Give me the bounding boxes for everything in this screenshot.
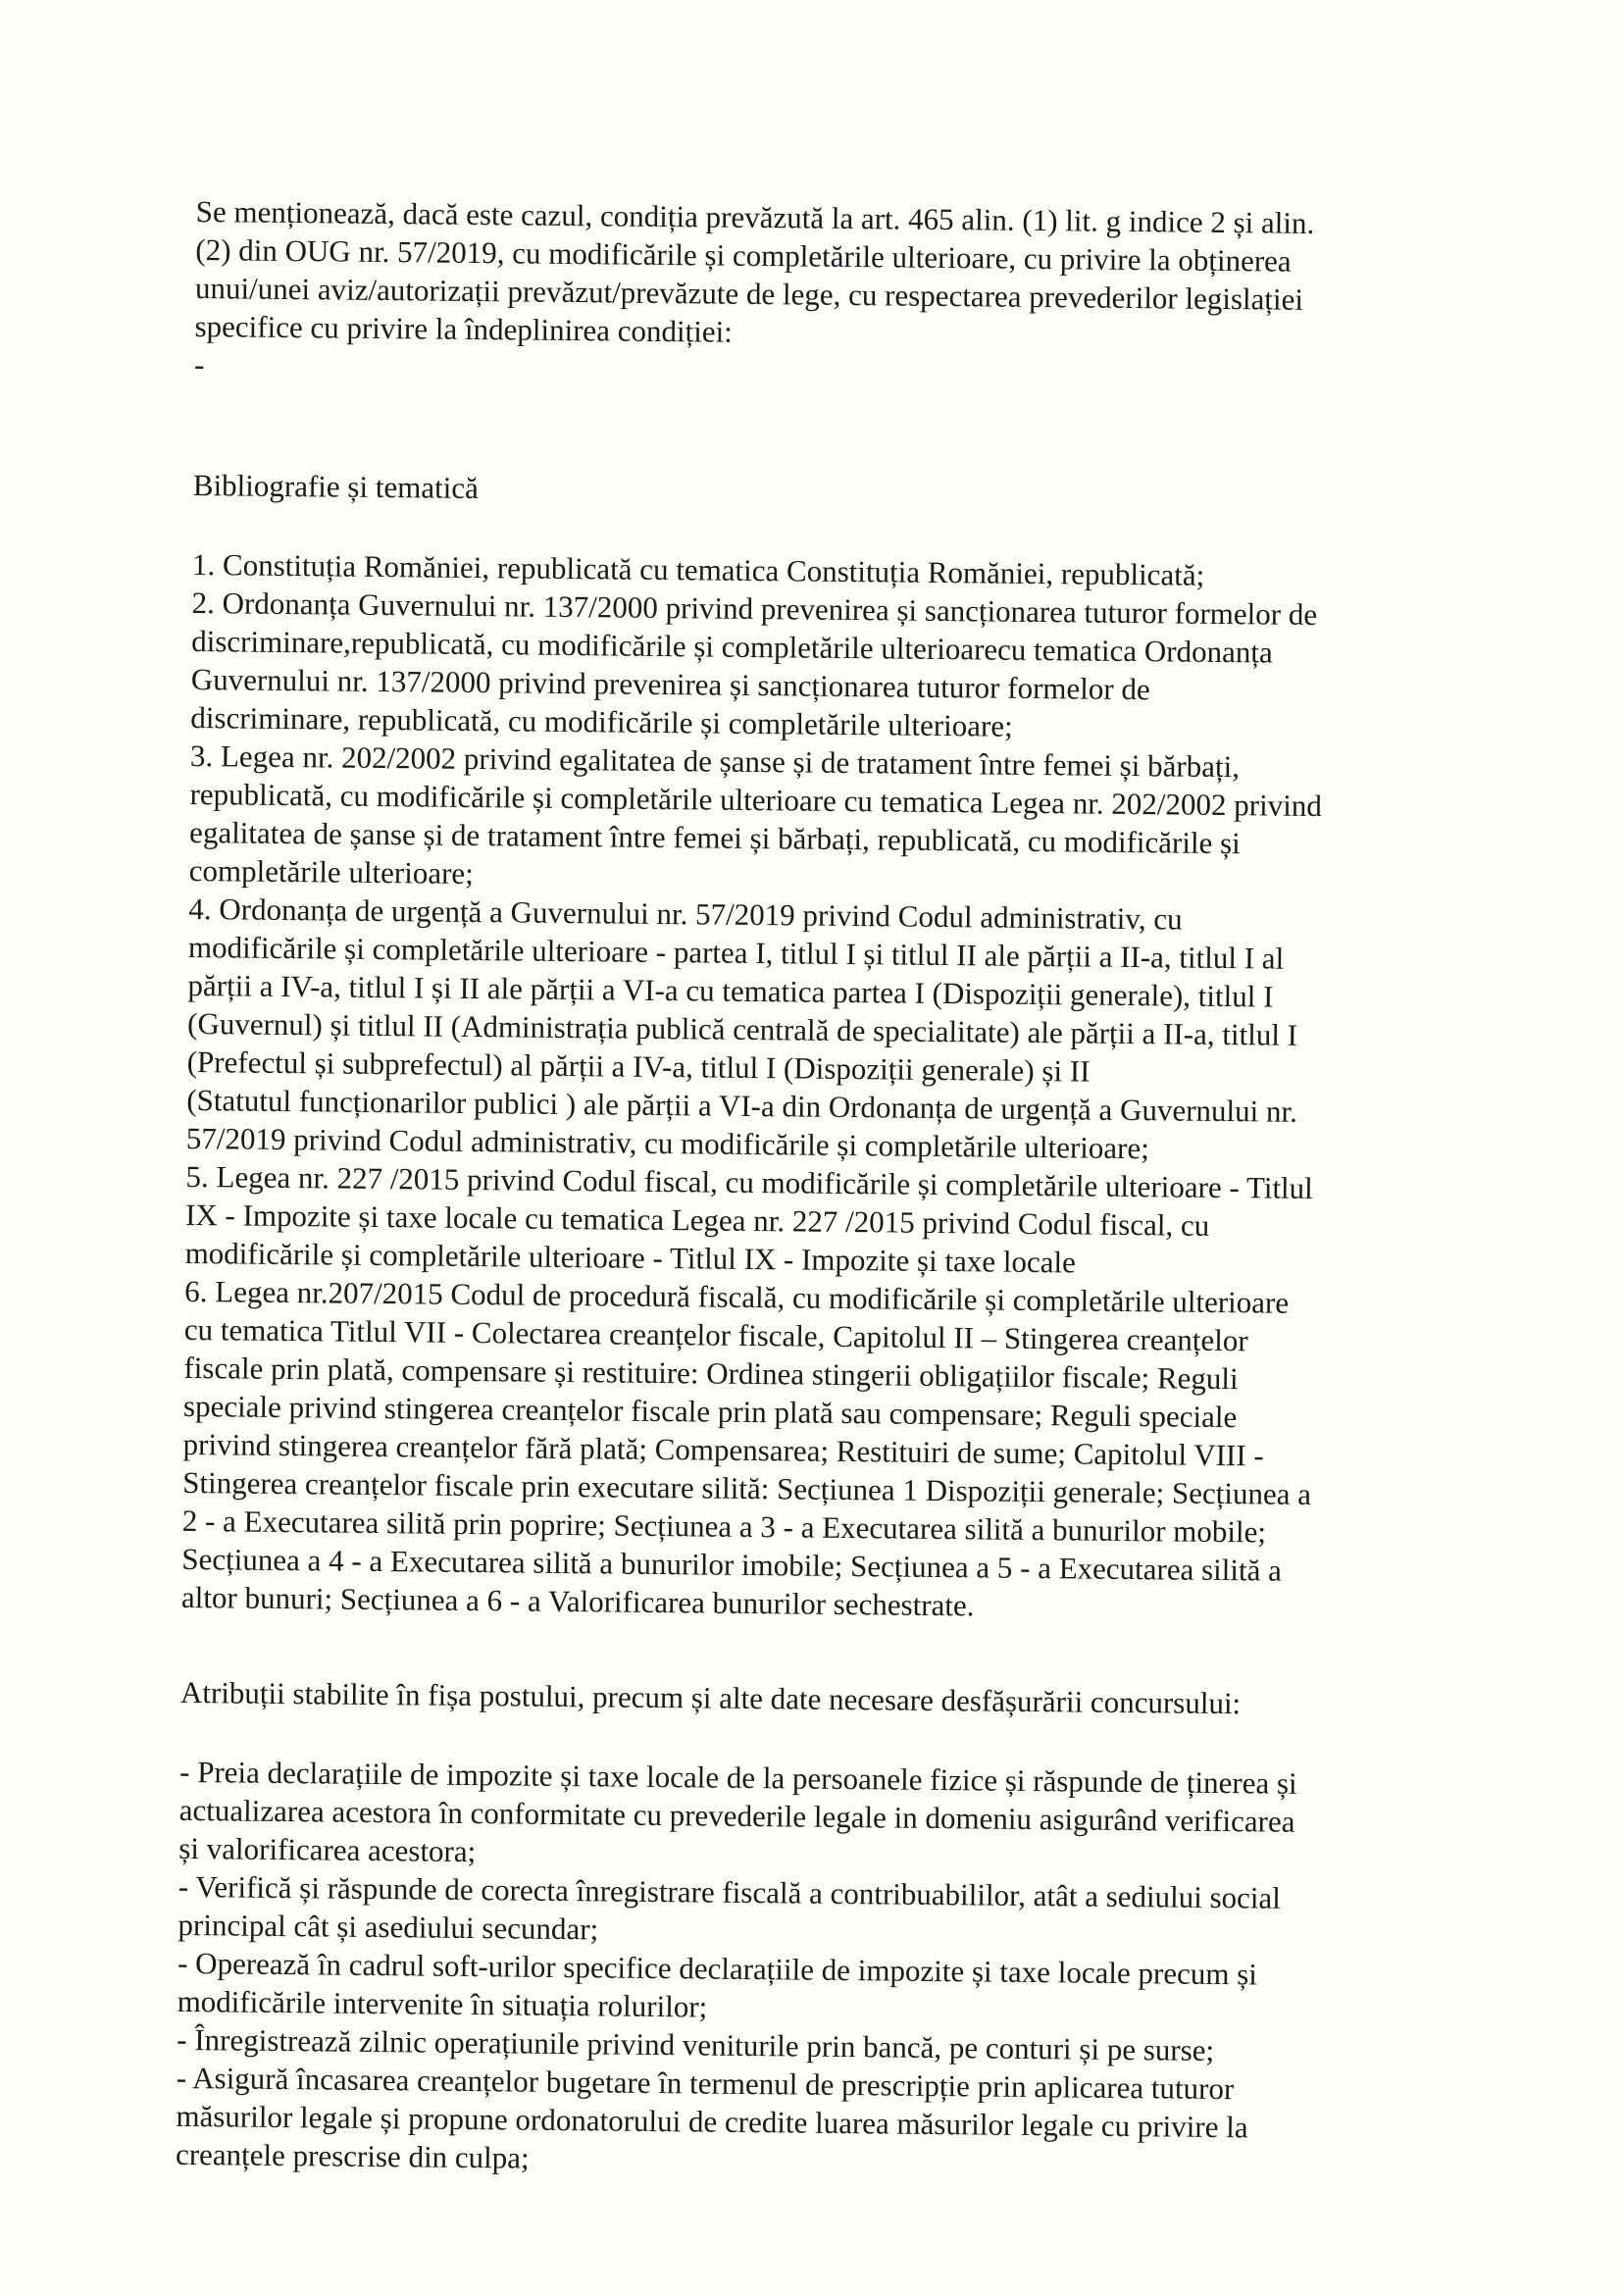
list-item: Guvernului nr. 137/2000 privind prevenirea și sancționarea tuturor formelor de — [190, 661, 1150, 707]
list-item: măsurilor legale și propune ordonatorului de credite luarea măsurilor legale cu privire la — [176, 2098, 1248, 2145]
list-item: - Înregistrează zilnic operațiunile privind veniturile prin bancă, pe conturi și pe surse; — [177, 2021, 1215, 2067]
list-item: discriminare,republicată, cu modificările și completările ulterioarecu tematica Ordonanța — [191, 623, 1273, 670]
list-item: privind stingerea creanțelor fără plată; Compensarea; Restituiri de sume; Capitolul VIII - — [182, 1426, 1264, 1473]
list-item: completările ulterioare; — [188, 852, 474, 891]
list-item: 57/2019 privind Codul administrativ, cu modificările și completările ulterioare; — [185, 1120, 1150, 1166]
list-item: fiscale prin plată, compensare și restituire: Ordinea stingerii obligațiilor fiscale; Reguli — [183, 1350, 1239, 1397]
list-item: 4. Ordonanța de urgență a Guvernului nr. 57/2019 privind Codul administrativ, cu — [188, 891, 1183, 937]
list-item: și valorificarea acestora; — [178, 1830, 477, 1869]
text-line: Se menționează, dacă este cazul, condiția prevăzută la art. 465 alin. (1) lit. g indice 2 și alin. — [195, 193, 1315, 240]
list-item: 2. Ordonanța Guvernului nr. 137/2000 privind prevenirea și sancționarea tuturor formelor de — [191, 585, 1318, 632]
list-item: modificările și completările ulterioare - Titlul IX - Impozite și taxe locale — [184, 1235, 1077, 1280]
list-item: - Preia declarațiile de impozite și taxe locale de la persoanele fizice și răspunde de ținerea și — [178, 1754, 1297, 1801]
duties-heading: Atribuții stabilite în fișa postului, precum și alte date necesare desfășurării concursului: — [179, 1674, 1242, 1721]
intro-paragraph — [194, 192, 1432, 396]
list-item: 3. Legea nr. 202/2002 privind egalitatea de șanse și de tratament între femei și bărbați, — [189, 738, 1241, 785]
list-item: modificările intervenite în situația rolurilor; — [177, 1983, 708, 2024]
list-item: 1. Constituția Romăniei, republicată cu tematica Constituția Romăniei, republicată; — [191, 546, 1205, 592]
list-item: - Operează în cadrul soft-urilor specifice declarațiile de impozite și taxe locale precum și — [177, 1945, 1258, 1992]
text-line: specifice cu privire la îndeplinirea condiției: — [194, 308, 734, 349]
list-item: 6. Legea nr.207/2015 Codul de procedură fiscală, cu modificările și completările ulterioare — [184, 1273, 1290, 1320]
list-item: Secțiunea a 4 - a Executarea silită a bunurilor imobile; Secțiunea a 5 - a Executarea silită a — [181, 1541, 1283, 1588]
list-item: creanțele prescrise din culpa; — [175, 2136, 530, 2175]
text-line: unui/unei aviz/autorizații prevăzut/prevăzute de lege, cu respectarea prevederilor legislației — [194, 270, 1304, 317]
list-item: speciale privind stingerea creanțelor fiscale prin plată sau compensare; Reguli speciale — [182, 1388, 1238, 1435]
list-item: modificările și completările ulterioare - partea I, titlul I și titlul II ale părții a II-a, titlul I al — [187, 929, 1285, 976]
duties-list — [176, 1753, 1415, 2186]
list-item: 2 - a Executarea silită prin poprire; Secțiunea a 3 - a Executarea silită a bunurilor mobile; — [181, 1503, 1267, 1550]
list-item: părții a IV-a, titlul I și II ale părții a VI-a cu tematica partea I (Dispoziții generale), titlul I — [187, 967, 1274, 1014]
bibliography-list — [181, 545, 1428, 1629]
list-item: Stingerea creanțelor fiscale prin executare silită: Secțiunea 1 Dispoziții generale; Secțiunea a — [182, 1464, 1312, 1511]
list-item: republicată, cu modificările și completările ulterioare cu tematica Legea nr. 202/2002 privind — [189, 776, 1322, 824]
list-item: 5. Legea nr. 227 /2015 privind Codul fiscal, cu modificările și completările ulterioare - Titlul — [185, 1158, 1313, 1205]
list-item: (Prefectul și subprefectul) al părții a IV-a, titlul I (Dispoziții generale) și II — [186, 1044, 1091, 1089]
document-body — [176, 192, 1432, 2186]
bibliography-heading: Bibliografie și tematică — [192, 467, 480, 506]
text-line: - — [193, 346, 205, 382]
list-item: egalitatea de șanse și de tratament între femei și bărbați, republicată, cu modificările și — [188, 814, 1241, 861]
list-item: altor bunuri; Secțiunea a 6 - a Valorificarea bunurilor sechestrate. — [180, 1579, 975, 1623]
list-item: IX - Impozite și taxe locale cu tematica Legea nr. 227 /2015 privind Codul fiscal, cu — [184, 1197, 1210, 1243]
list-item: - Verifică și răspunde de corecta înregistrare fiscală a contribuabililor, atât a sediului social — [178, 1868, 1282, 1915]
list-item: principal cât și asediului secundar; — [178, 1907, 599, 1947]
list-item: actualizarea acestora în conformitate cu prevederile legale in domeniu asigurând verificarea — [178, 1792, 1295, 1839]
list-item: (Guvernul) și titlul II (Administrația publică centrală de specialitate) ale părții a II-a, titlul I — [186, 1005, 1298, 1052]
list-item: - Asigură încasarea creanțelor bugetare în termenul de prescripție prin aplicarea tuturor — [176, 2060, 1235, 2107]
list-item: discriminare, republicată, cu modificările și completările ulterioare; — [190, 699, 1013, 743]
text-line: (2) din OUG nr. 57/2019, cu modificările și completările ulterioare, cu privire la obținerea — [195, 231, 1292, 279]
list-item: cu tematica Titlul VII - Colectarea creanțelor fiscale, Capitolul II – Stingerea creanțelor — [183, 1311, 1248, 1358]
list-item: (Statutul funcționarilor publici ) ale părții a VI-a din Ordonanța de urgență a Guvernului nr. — [186, 1082, 1298, 1129]
